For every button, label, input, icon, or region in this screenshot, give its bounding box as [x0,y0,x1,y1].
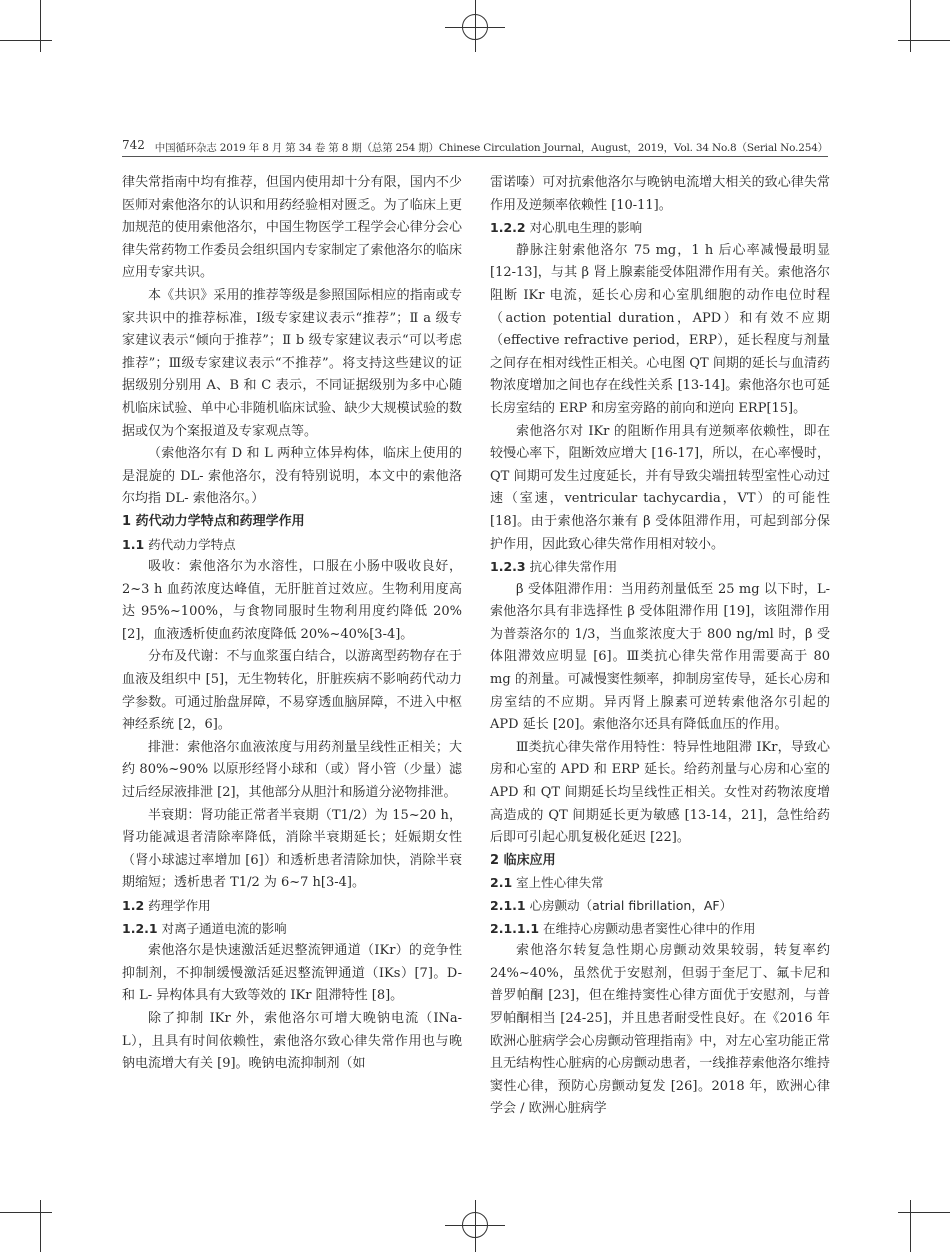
subsection-title: 对心肌电生理的影响 [529,220,643,236]
subsection-title: 药理学作用 [148,898,211,913]
subsection-heading [490,918,830,941]
paragraph: 索他洛尔转复急性期心房颤动效果较弱，转复率约 24%~40%，虽然优于安慰剂，但弱于奎尼丁、氟卡尼和普罗帕酮 [23]，但在维持窦性心律方面优于安慰剂，与普罗帕酮相当 [24-25]，并且患者耐受性良好。在《2016 年欧洲心脏病学会心房颤动管理指南》中，对左心室功能正常且无结构性心脏病的心房颤动患者，一线推荐索他洛尔维持窦性心律，预防心房颤动复发 [26]。2018 年，欧洲心律学会 / 欧洲心脏病学 [490,943,830,1117]
paragraph: 律失常指南中均有推荐，但国内使用却十分有限，国内不少医师对索他洛尔的认识和用药经验相对匮乏。为了临床上更加规范的使用索他洛尔，中国生物医学工程学会心律分会心律失常药物工作委员会组织国内专家制定了索他洛尔的临床应用专家共识。 [122,175,462,281]
subsection-title: 对离子通道电流的影响 [161,920,287,936]
paragraph: 排泄：索他洛尔血液浓度与用药剂量呈线性正相关；大约 80%~90% 以原形经肾小球和（或）肾小管（少量）滤过后经尿液排泄 [2]，其他部分从胆汁和肠道分泌物排泄。 [122,739,462,801]
crop-mark-top-right-h [898,40,950,41]
subsection-number: 1.2.1 [122,920,158,936]
crop-mark-bottom-right-h [898,1212,950,1213]
paragraph: 吸收：索他洛尔为水溶性，口服在小肠中吸收良好，2~3 h 血药浓度达峰值，无肝脏首过效应。生物利用度高达 95%~100%，与食物同服时生物利用度约降低 20%[2]，血液透析使血药浓度降低 20%~40%[3-4]。 [122,559,462,642]
registration-mark-top-v [475,0,476,52]
subsection-number: 1.1 [122,536,145,552]
subsection-heading [122,918,462,941]
registration-mark-top-h [445,27,505,28]
crop-mark-top-left-h [0,40,52,41]
subsection-number: 2.1.1.1 [490,920,540,936]
paragraph: Ⅲ类抗心律失常作用特性：特异性地阻滞 IKr，导致心房和心室的 APD 和 ERP 延长。给药剂量与心房和心室的 APD 和 QT 间期延长均呈线性正相关。女性对药物浓度增高造成的 QT 间期延长更为敏感 [13-14，21]，急性给药后即可引起心肌复极化延迟 [22]。 [490,739,830,846]
journal-citation: 中国循环杂志 2019 年 8 月 第 34 卷 第 8 期（总第 254 期）Chinese Circulation Journal，August，2019，Vol. 34 No.8（Serial No.254） [154,142,828,154]
paragraph: 索他洛尔对 IKr 的阻断作用具有逆频率依赖性，即在较慢心率下，阻断效应增大 [16-17]，所以，在心率慢时，QT 间期可发生过度延长，并有导致尖端扭转型室性心动过速（室速，ventricular tachycardia，VT）的可能性 [18]。由于索他洛尔兼有 β 受体阻滞作用，可起到部分保护作用，因此致心律失常作用相对较小。 [490,423,830,552]
subsection-title: 室上性心律失常 [516,875,604,891]
right-column [490,172,830,1121]
paragraph: 半衰期：肾功能正常者半衰期（T1/2）为 15~20 h，肾功能减退者清除率降低，消除半衰期延长；妊娠期女性（肾小球滤过率增加 [6]）和透析患者清除加快，消除半衰期缩短；透析患者 T1/2 为 6~7 h[3-4]。 [122,807,462,891]
subsection-number: 2.1 [490,875,513,891]
subsection-number: 2.1.1 [490,898,526,913]
paragraph: β 受体阻滞作用：当用药剂量低至 25 mg 以下时，L- 索他洛尔具有非选择性 β 受体阻滞作用 [19]，该阻滞作用为普萘洛尔的 1/3，当血浆浓度大于 800 ng/ml 时，β 受体阻滞效应明显 [6]。Ⅲ类抗心律失常作用需要高于 80 mg 的剂量。可减慢窦性频率，抑制房室传导，延长心房和房室结的不应期。异丙肾上腺素可逆转索他洛尔引起的 APD 延长 [20]。索他洛尔还具有降低血压的作用。 [490,581,830,733]
paragraph: 本《共识》采用的推荐等级是参照国际相应的指南或专家共识中的推荐标准，Ⅰ级专家建议表示“推荐”；Ⅱ a 级专家建议表示“倾向于推荐”；Ⅱ b 级专家建议表示“可以考虑推荐”；Ⅲ级专家建议表示“不推荐”。将支持这些建议的证据级别分别用 A、B 和 C 表示，不同证据级别为多中心随机临床试验、单中心非随机临床试验、缺少大规模试验的数据或仅为个案报道及专家观点等。 [122,287,462,439]
subsection-title: 抗心律失常作用 [529,559,618,575]
subsection-title: 心房颤动（atrial fibrillation，AF） [529,898,733,913]
subsection-heading [122,895,462,918]
crop-mark-bottom-left-h [0,1212,52,1213]
crop-mark-bottom-right-v [910,1200,911,1252]
paragraph: 除了抑制 IKr 外，索他洛尔可增大晚钠电流（INa-L），且具有时间依赖性，索他洛尔致心律失常作用也与晚钠电流增大有关 [9]。晚钠电流抑制剂（如 [122,1010,462,1072]
subsection-number: 1.2.3 [490,559,526,575]
subsection-number: 1.2 [122,898,145,913]
paragraph: 雷诺嗪）可对抗索他洛尔与晚钠电流增大相关的致心律失常作用及逆频率依赖性 [10-11]。 [490,175,830,213]
subsection-number: 1.2.2 [490,220,526,236]
registration-mark-bottom-h [445,1225,505,1226]
header-rule [122,156,828,157]
crop-mark-bottom-left-v [40,1200,41,1252]
subsection-heading [490,895,830,918]
section-heading: 2 临床应用 [490,852,556,868]
subsection-heading [490,556,830,579]
crop-mark-top-right-v [910,0,911,52]
subsection-title: 药代动力学特点 [148,536,236,552]
subsection-heading [122,534,462,557]
subsection-heading [490,872,830,895]
section-heading: 1 药代动力学特点和药理学作用 [122,513,305,529]
paragraph: （索他洛尔有 D 和 L 两种立体异构体，临床上使用的是混旋的 DL- 索他洛尔，没有特别说明，本文中的索他洛尔均指 DL- 索他洛尔。） [122,446,462,507]
subsection-title: 在维持心房颤动患者窦性心律中的作用 [543,920,756,936]
paragraph: 索他洛尔是快速激活延迟整流钾通道（IKr）的竞争性抑制剂，不抑制缓慢激活延迟整流钾通道（IKs）[7]。D- 和 L- 异构体具有大致等效的 IKr 阻滞特性 [8]。 [122,943,462,1004]
left-column [122,172,462,1076]
registration-mark-bottom-v [475,1200,476,1252]
paragraph: 静脉注射索他洛尔 75 mg，1 h 后心率减慢最明显 [12-13]，与其 β 肾上腺素能受体阻滞作用有关。索他洛尔阻断 IKr 电流，延长心房和心室肌细胞的动作电位时程（action potential duration，APD）和有效不应期（effective refractive period，ERP），延长程度与剂量之间存在相对线性正相关。心电图 QT 间期的延长与血清药物浓度增加之间也存在线性关系 [13-14]。索他洛尔也可延长房室结的 ERP 和房室旁路的前向和逆向 ERP[15]。 [490,242,830,416]
crop-mark-top-left-v [40,0,41,52]
page-number: 742 [122,138,145,152]
paragraph: 分布及代谢：不与血浆蛋白结合，以游离型药物存在于血液及组织中 [5]，无生物转化，肝脏疾病不影响药代动力学参数。可通过胎盘屏障，不易穿透血脑屏障，不进入中枢神经系统 [2，6]。 [122,649,462,733]
subsection-heading [490,217,830,240]
